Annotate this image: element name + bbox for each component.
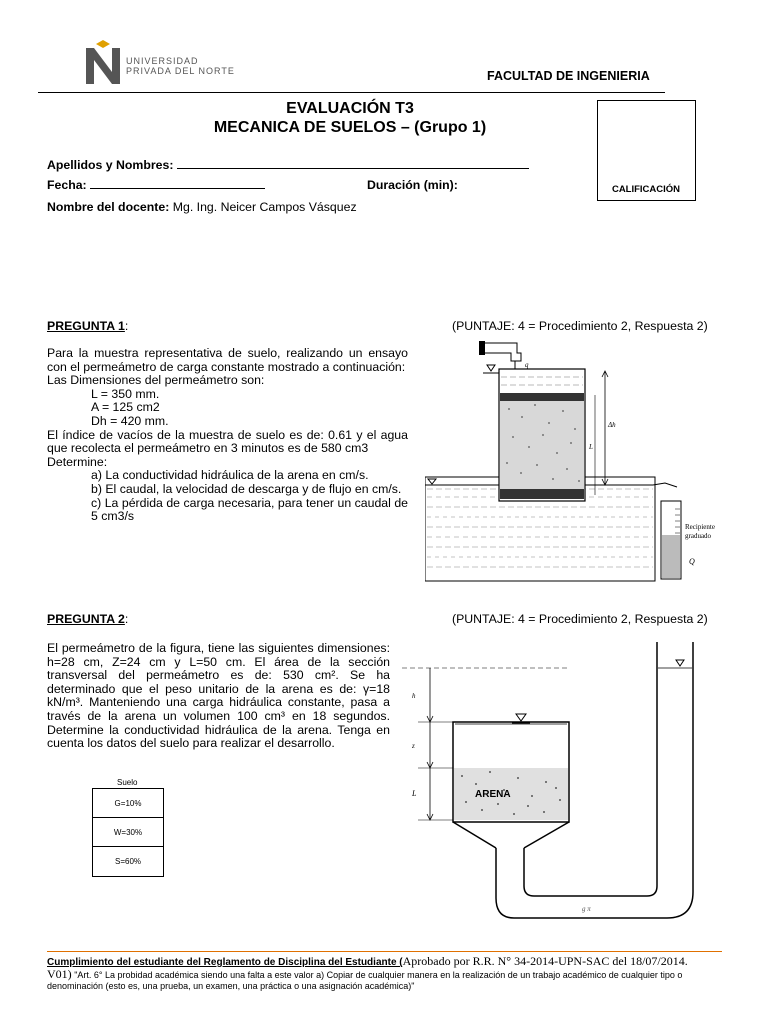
- grade-box: [597, 100, 696, 201]
- name-label: Apellidos y Nombres:: [47, 158, 174, 172]
- q1-fig-recipient: Recipiente: [685, 523, 715, 531]
- footer-regulation-link[interactable]: Cumplimiento del estudiante del Reglamento de Disciplina del Estudiante (: [47, 957, 403, 968]
- header-rule: [38, 92, 665, 93]
- date-label: Fecha:: [47, 178, 87, 192]
- upn-logo-mark: [82, 40, 124, 86]
- q1-permeameter-figure: [425, 335, 725, 587]
- footer-rule: [47, 951, 722, 952]
- q1-fig-Q: Q: [689, 557, 695, 566]
- soil-table-title: Suelo: [117, 778, 138, 787]
- q1-score: (PUNTAJE: 4 = Procedimiento 2, Respuesta 2): [452, 319, 708, 333]
- q1-void-ratio: El índice de vacíos de la muestra de suelo es de: 0.61 y el agua que recolecta el permeámetro en 3 minutos es de 580 cm3: [47, 427, 408, 456]
- university-logo: [82, 40, 252, 86]
- q1-dims-label: Las Dimensiones del permeámetro son:: [47, 373, 265, 388]
- exam-subtitle: MECANICA DE SUELOS – (Grupo 1): [213, 119, 487, 136]
- duration-label: Duración (min):: [367, 178, 458, 192]
- footer-version: V01): [47, 967, 72, 981]
- q1-part-a: a) La conductividad hidráulica de la arena en cm/s.: [91, 468, 369, 483]
- exam-title: EVALUACIÓN T3: [286, 100, 414, 117]
- footer-approved: Aprobado por R.R. N° 34-2014-UPN-SAC del 18/07/2014.: [402, 954, 688, 968]
- soil-table: [92, 788, 164, 877]
- q1-title: PREGUNTA 1: [47, 319, 125, 333]
- q2-paragraph: El permeámetro de la figura, tiene las siguientes dimensiones: h=28 cm, Z=24 cm y L=50 cm. El área de la sección transversal del permeámetro es de: 530 cm². Se ha determinado que el peso unitario de la arena es de: γ=18 kN/m³. Manteniendo una carga hidráulica constante, pasa a través de la arena un volumen 100 cm³ en 18 segundos. Determine la conductividad hidráulica de la arena. Tenga en cuenta los datos del suelo para realizar el desarrollo.: [47, 641, 390, 751]
- q2-score: (PUNTAJE: 4 = Procedimiento 2, Respuesta 2): [452, 612, 708, 626]
- q2-permeameter-figure: [400, 640, 710, 925]
- name-field[interactable]: [177, 159, 529, 169]
- q1-dim-l: L = 350 mm.: [91, 386, 160, 401]
- q1-dim-dh: Dh = 420 mm.: [91, 413, 169, 428]
- q2-fig-l: L: [412, 789, 417, 798]
- grade-label: CALIFICACIÓN: [611, 184, 681, 195]
- q2-colon: :: [124, 612, 129, 626]
- q2-fig-z: z: [412, 742, 415, 750]
- q1-colon: :: [124, 319, 129, 333]
- q2-fig-sand-label: ARENA: [475, 789, 511, 800]
- soil-row-w: W=30%: [93, 818, 163, 847]
- q2-title: PREGUNTA 2: [47, 612, 125, 626]
- footer-article: "Art. 6° La probidad académica siendo una falta a este valor a) Copiar de cualquier manera en la realización de un trabajo académico de cualquier tipo o denominación (esto es, una prueba, un examen, una práctica o una asignación académica)": [47, 970, 683, 991]
- university-name-line1: UNIVERSIDAD: [126, 56, 199, 66]
- q1-fig-dh: Δh: [608, 421, 616, 429]
- university-name-line2: PRIVADA DEL NORTE: [126, 66, 235, 76]
- teacher-name: Mg. Ing. Neicer Campos Vásquez: [172, 200, 357, 214]
- q1-dim-a: A = 125 cm2: [91, 400, 160, 415]
- q1-part-b: b) El caudal, la velocidad de descarga y de flujo en cm/s.: [91, 481, 402, 496]
- q1-part-c: c) La pérdida de carga necesaria, para tener un caudal de 5 cm3/s: [91, 495, 408, 524]
- q2-fig-h: h: [412, 692, 416, 700]
- soil-row-s: S=60%: [114, 857, 142, 866]
- faculty-label: FACULTAD DE INGENIERIA: [487, 69, 650, 83]
- svg-text:graduado: graduado: [685, 532, 712, 540]
- q1-determine: Determine:: [47, 454, 108, 469]
- q1-fig-q: q: [525, 361, 529, 369]
- date-field[interactable]: [90, 179, 265, 189]
- teacher-label: Nombre del docente:: [47, 200, 170, 214]
- q1-intro: Para la muestra representativa de suelo, realizando un ensayo con el permeámetro de carga constante mostrado a continuación:: [47, 346, 408, 374]
- svg-text:g π: g π: [582, 905, 591, 913]
- q1-fig-l: L: [589, 443, 593, 451]
- soil-row-g: G=10%: [93, 789, 163, 818]
